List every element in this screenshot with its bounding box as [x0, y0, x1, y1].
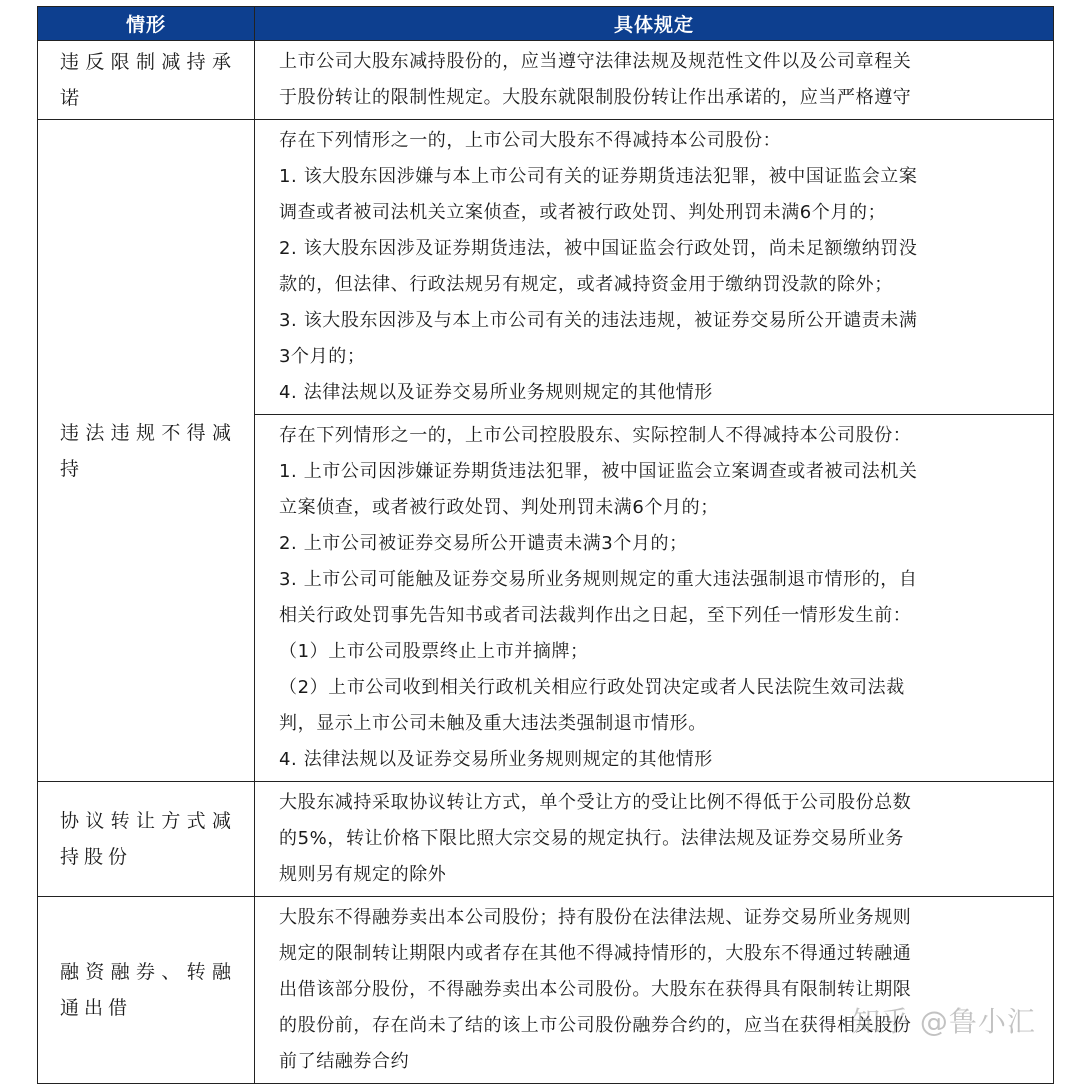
situation-cell: 协议转让方式减持股份	[38, 782, 255, 897]
provision-line: 3. 该大股东因涉及与本上市公司有关的违法违规，被证券交易所公开谴责未满	[279, 310, 918, 331]
provision-line: 立案侦查，或者被行政处罚、判处刑罚未满6个月的；	[279, 497, 719, 518]
rules-table	[37, 6, 1054, 1084]
provision-cell	[255, 120, 1054, 782]
situation-cell: 违法违规不得减持	[38, 120, 255, 782]
table-row	[38, 782, 1054, 897]
provision-line: 的股份前，存在尚未了结的该上市公司股份融券合约的，应当在获得相关股份	[279, 1015, 912, 1036]
column-header-provisions: 具体规定	[255, 7, 1054, 41]
provision-line: 3个月的；	[279, 346, 366, 367]
provision-block	[255, 414, 1053, 781]
provision-line: 相关行政处罚事先告知书或者司法裁判作出之日起，至下列任一情形发生前：	[279, 605, 912, 626]
provision-line: 规则另有规定的除外	[279, 864, 447, 885]
provision-line: 1. 上市公司因涉嫌证券期货违法犯罪，被中国证监会立案调查或者被司法机关	[279, 461, 918, 482]
table-row	[38, 120, 1054, 782]
provision-line: 大股东减持采取协议转让方式，单个受让方的受让比例不得低于公司股份总数	[279, 792, 912, 813]
situation-cell: 违反限制减持承诺	[38, 41, 255, 120]
provision-line: 前了结融券合约	[279, 1051, 410, 1072]
provision-cell	[255, 897, 1054, 1084]
provision-line: 上市公司大股东减持股份的，应当遵守法律法规及规范性文件以及公司章程关	[279, 51, 912, 72]
table-row	[38, 897, 1054, 1084]
provision-line: 3. 上市公司可能触及证券交易所业务规则规定的重大违法强制退市情形的，自	[279, 569, 918, 590]
provision-line: 4. 法律法规以及证券交易所业务规则规定的其他情形	[279, 749, 713, 770]
provision-line: 存在下列情形之一的，上市公司控股股东、实际控制人不得减持本公司股份：	[279, 425, 912, 446]
provision-line: 存在下列情形之一的，上市公司大股东不得减持本公司股份：	[279, 130, 782, 151]
provision-block	[255, 782, 1053, 896]
table-body	[38, 41, 1054, 1084]
provision-line: 2. 上市公司被证券交易所公开谴责未满3个月的；	[279, 533, 688, 554]
provision-block	[255, 897, 1053, 1083]
provision-line: （2）上市公司收到相关行政机关相应行政处罚决定或者人民法院生效司法裁	[279, 677, 905, 698]
provision-line: 1. 该大股东因涉嫌与本上市公司有关的证券期货违法犯罪，被中国证监会立案	[279, 166, 918, 187]
provision-line: 4. 法律法规以及证券交易所业务规则规定的其他情形	[279, 382, 713, 403]
column-header-situation: 情形	[38, 7, 255, 41]
situation-cell: 融资融券、转融通出借	[38, 897, 255, 1084]
provision-line: 大股东不得融券卖出本公司股份；持有股份在法律法规、证券交易所业务规则	[279, 907, 912, 928]
table-header-row	[38, 7, 1054, 41]
provision-line: 的5%，转让价格下限比照大宗交易的规定执行。法律法规及证券交易所业务	[279, 828, 904, 849]
provision-cell	[255, 41, 1054, 120]
provision-line: 于股份转让的限制性规定。大股东就限制股份转让作出承诺的，应当严格遵守	[279, 87, 912, 108]
table-row	[38, 41, 1054, 120]
provision-line: 款的，但法律、行政法规另有规定，或者减持资金用于缴纳罚没款的除外；	[279, 274, 893, 295]
provision-line: 规定的限制转让期限内或者存在其他不得减持情形的，大股东不得通过转融通	[279, 943, 912, 964]
provision-line: 判，显示上市公司未触及重大违法类强制退市情形。	[279, 713, 707, 734]
provision-line: 2. 该大股东因涉及证券期货违法，被中国证监会行政处罚，尚未足额缴纳罚没	[279, 238, 918, 259]
provision-line: （1）上市公司股票终止上市并摘牌；	[279, 641, 589, 662]
provision-line: 调查或者被司法机关立案侦查，或者被行政处罚、判处刑罚未满6个月的；	[279, 202, 887, 223]
provision-block	[255, 41, 1053, 119]
watermark: 知乎 @鲁小汇	[852, 1005, 1036, 1038]
provision-line: 出借该部分股份，不得融券卖出本公司股份。大股东在获得具有限制转让期限	[279, 979, 912, 1000]
provision-cell	[255, 782, 1054, 897]
provision-block	[255, 120, 1053, 414]
